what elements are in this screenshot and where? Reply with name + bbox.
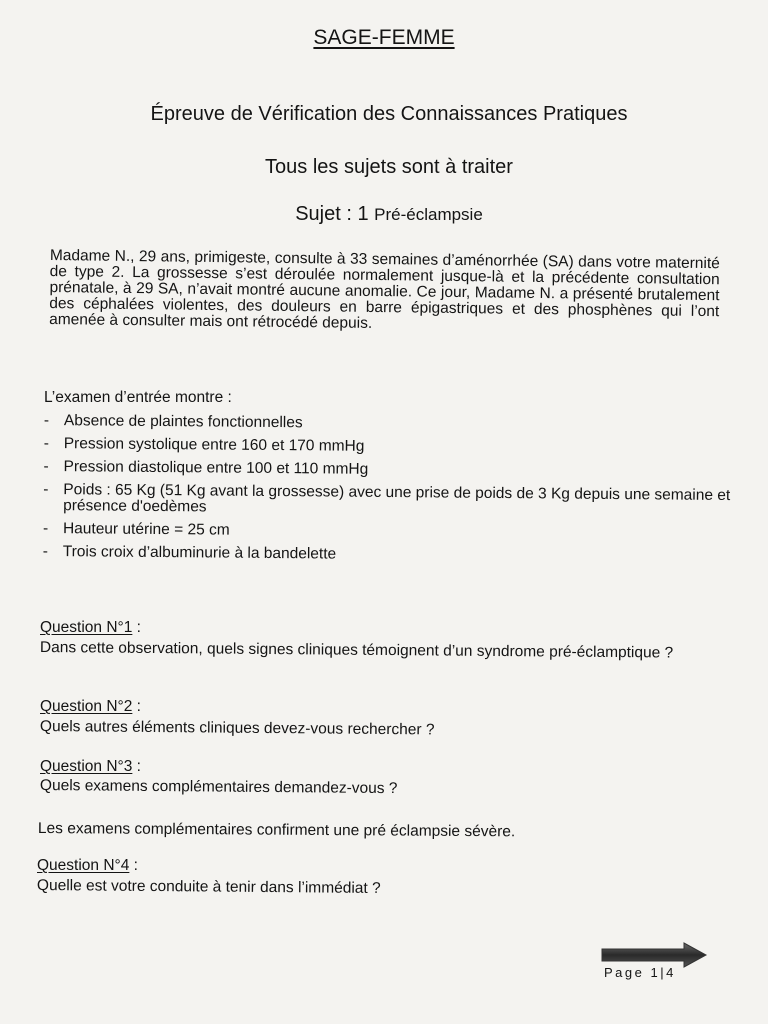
- list-item: [43, 521, 733, 543]
- bullet-dash: -: [42, 542, 49, 561]
- question-label-text: Question N°2: [40, 698, 133, 715]
- question-colon: :: [132, 698, 141, 715]
- question-colon: :: [129, 857, 138, 874]
- subject-topic: Pré-éclampsie: [374, 205, 483, 224]
- confirmation-statement: Les examens complémentaires confirment une pré éclampsie sévère.: [37, 820, 516, 841]
- bullet-dash: -: [43, 457, 49, 476]
- list-item: [43, 544, 733, 566]
- question-4-text: Quelle est votre conduite à tenir dans l’immédiat ?: [36, 877, 381, 897]
- bullet-dash: -: [43, 434, 49, 453]
- question-1-label: [40, 619, 141, 637]
- question-label-text: Question N°3: [40, 758, 133, 775]
- question-label-text: Question N°4: [37, 857, 130, 874]
- document-title: SAGE-FEMME: [313, 26, 455, 49]
- finding-text: Absence de plaintes fonctionnelles: [63, 412, 303, 432]
- question-3-text: Quels examens complémentaires demandez-vous ?: [39, 777, 398, 798]
- finding-text: Pression systolique entre 160 et 170 mmHg: [63, 435, 365, 455]
- list-item: [43, 482, 733, 520]
- instruction: Tous les sujets sont à traiter: [265, 156, 513, 178]
- finding-text: Pression diastolique entre 100 et 110 mmHg: [63, 458, 369, 478]
- question-colon: :: [132, 619, 141, 636]
- question-2-label: [40, 698, 141, 716]
- question-1-text: Dans cette observation, quels signes cliniques témoignent d’un syndrome pré-éclamptique ?: [39, 639, 674, 662]
- question-label-text: Question N°1: [40, 619, 133, 636]
- question-2-text: Quels autres éléments cliniques devez-vous rechercher ?: [39, 718, 435, 739]
- finding-text: Poids : 65 Kg (51 Kg avant la grossesse) avec une prise de poids de 3 Kg depuis une semaine et présence d'oedèmes: [63, 481, 731, 516]
- question-3-label: [40, 758, 141, 776]
- list-item: [44, 413, 734, 435]
- subject-label: Sujet : 1: [295, 203, 369, 225]
- finding-text: Trois croix d’albuminurie à la bandelette: [62, 543, 337, 563]
- question-colon: :: [132, 758, 141, 775]
- exam-name: Épreuve de Vérification des Connaissances Pratiques: [150, 103, 628, 125]
- list-item: [43, 459, 733, 481]
- page-number: Page 1|4: [604, 965, 676, 980]
- bullet-dash: -: [42, 519, 49, 538]
- finding-text: Hauteur utérine = 25 cm: [62, 520, 230, 539]
- subject-heading: [0, 203, 768, 226]
- findings-list: [43, 413, 734, 573]
- bullet-dash: -: [43, 480, 49, 499]
- question-4-label: [37, 857, 138, 875]
- exam-label: L’examen d’entrée montre :: [44, 389, 232, 406]
- bullet-dash: -: [43, 412, 50, 430]
- case-description: Madame N., 29 ans, primigeste, consulte à 33 semaines d’aménorrhée (SA) dans votre maternité de type 2. La grossesse s’est déroulée normalement jusque-là et la précédente consultation prénatale, à 29 SA, n’avait montré aucune anomalie. Ce jour, Madame N. a présenté brutalement des céphalées violentes, des douleurs en barre épigastriques et des phosphènes qui l’ont amenée à consulter mais ont rétrocédé depuis.: [49, 247, 720, 332]
- list-item: [44, 436, 734, 458]
